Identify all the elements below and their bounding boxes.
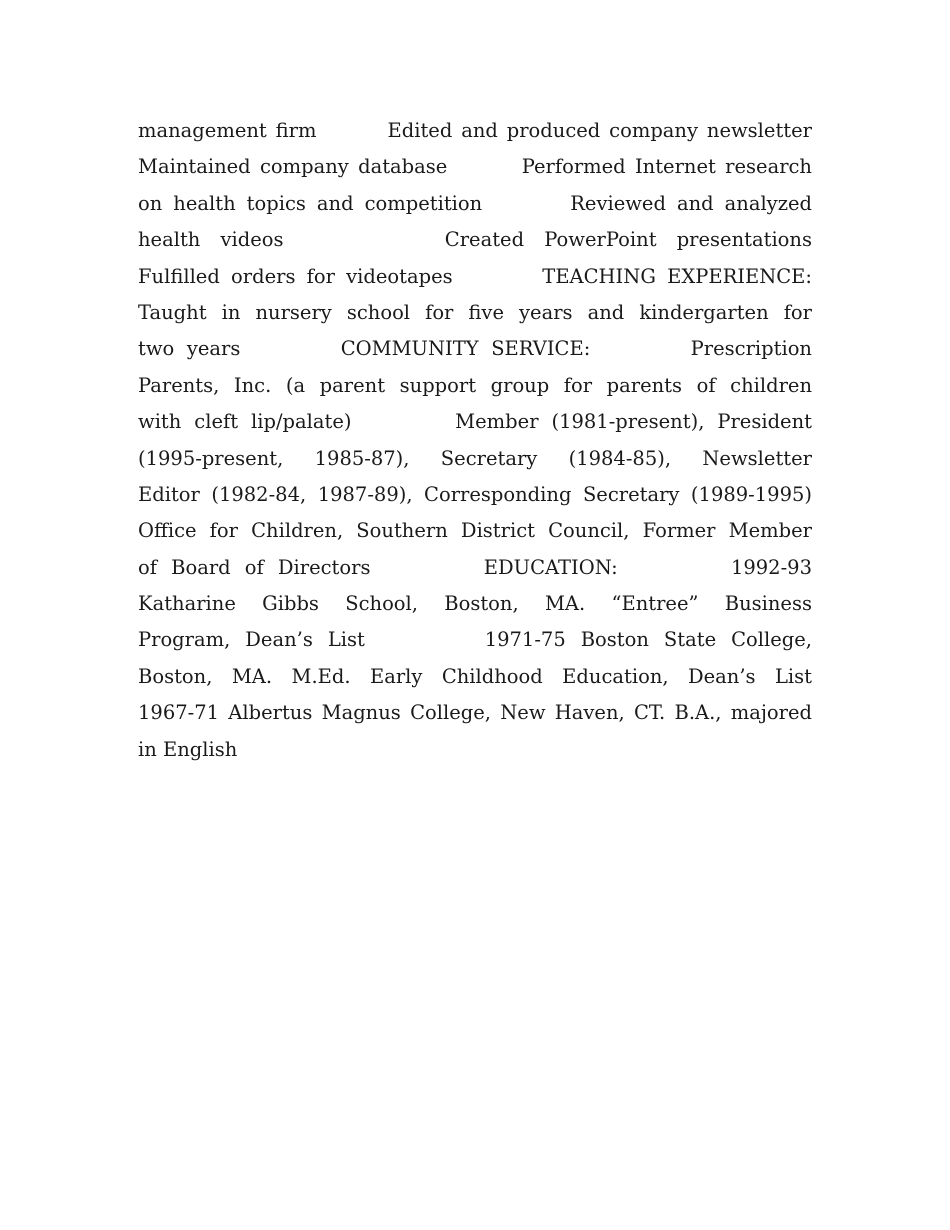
text-line: Office for Children, Southern District Council, Former Member	[138, 519, 812, 543]
text-line: with cleft lip/palate) Member (1981-present), President	[138, 410, 812, 434]
text-line: Boston, MA. M.Ed. Early Childhood Education, Dean’s List	[138, 664, 812, 688]
text-line: (1995-present, 1985-87), Secretary (1984-85), Newsletter	[138, 446, 812, 470]
text-line: two years COMMUNITY SERVICE: Prescription	[138, 337, 812, 361]
text-line: Parents, Inc. (a parent support group for parents of children	[138, 373, 812, 397]
text-line: Taught in nursery school for five years and kindergarten for	[138, 300, 812, 324]
text-line: Program, Dean’s List 1971-75 Boston State College,	[138, 628, 812, 652]
text-line: in English	[138, 737, 238, 761]
text-line: management firm Edited and produced company newsletter	[138, 119, 812, 142]
text-line: Katharine Gibbs School, Boston, MA. “Entree” Business	[138, 592, 812, 616]
text-line: Fulfilled orders for videotapes TEACHING EXPERIENCE:	[138, 264, 812, 288]
text-line: health videos Created PowerPoint presentations	[138, 228, 812, 252]
text-line: on health topics and competition Reviewed and analyzed	[138, 191, 812, 215]
text-line: Editor (1982-84, 1987-89), Corresponding Secretary (1989-1995)	[138, 482, 812, 506]
text-line: Maintained company database Performed Internet research	[138, 155, 812, 179]
text-line: of Board of Directors EDUCATION: 1992-93	[138, 555, 812, 579]
resume-body-text	[138, 113, 812, 768]
text-line: 1967-71 Albertus Magnus College, New Haven, CT. B.A., majored	[138, 701, 812, 725]
